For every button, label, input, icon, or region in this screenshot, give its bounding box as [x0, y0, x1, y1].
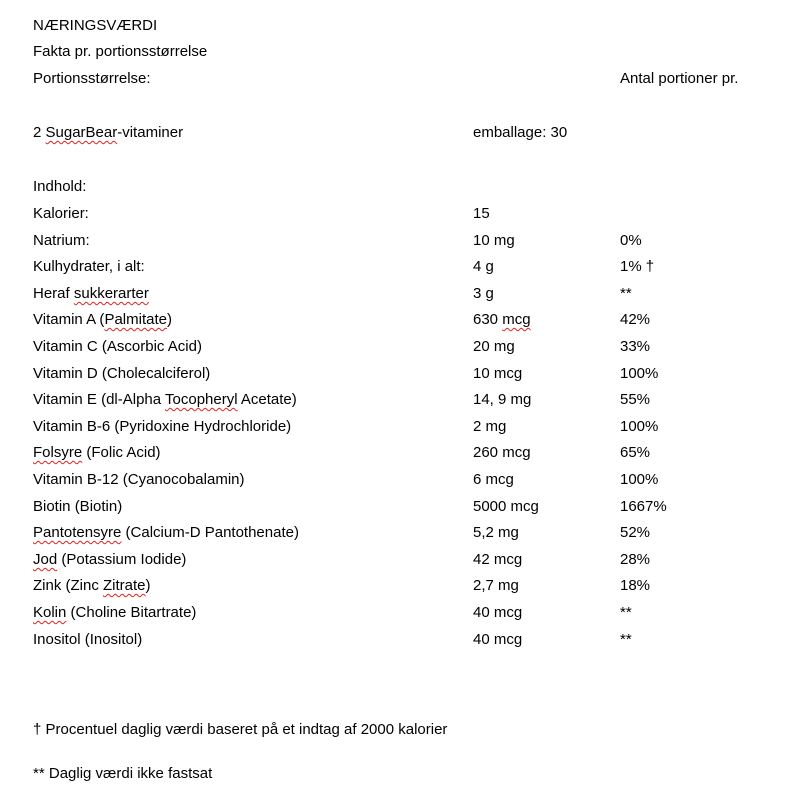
nutrient-name — [33, 258, 145, 276]
nutrient-amount — [473, 604, 522, 622]
nutrient-name — [33, 577, 151, 595]
nutrient-name-post: Vitamin B-6 (Pyridoxine Hydrochloride) — [33, 418, 292, 435]
nutrient-name-pre: Vitamin E (dl-Alpha — [33, 391, 166, 408]
amount-value: 14, 9 mg — [473, 391, 532, 408]
stars-text: Daglig værdi ikke fastsat — [48, 765, 213, 782]
brand-name: SugarBear — [45, 124, 118, 141]
daily-value — [620, 338, 650, 356]
daily-value — [620, 418, 658, 436]
daily-value-note: † — [645, 258, 655, 275]
daily-value — [620, 444, 650, 462]
nutrient-name — [33, 365, 210, 383]
nutrient-name — [33, 551, 186, 569]
nutrient-amount — [473, 471, 514, 489]
dagger-text: Procentuel daglig værdi baseret på et indtag af 2000 kalorier — [45, 721, 448, 738]
daily-value — [620, 258, 654, 276]
footnote-dagger — [33, 721, 447, 739]
nutrient-amount — [473, 498, 539, 516]
amount-value: 40 mcg — [473, 604, 523, 621]
serving-size-value — [33, 124, 183, 142]
nutrient-name — [33, 285, 149, 303]
nutrient-amount — [473, 285, 494, 303]
nutrient-name-post: ) — [145, 577, 151, 594]
nutrient-amount — [473, 577, 519, 595]
daily-value-percent: 1667% — [620, 498, 667, 515]
nutrient-amount — [473, 444, 531, 462]
nutrient-amount — [473, 418, 506, 436]
nutrient-name-post: Biotin (Biotin) — [33, 498, 123, 515]
nutrient-amount — [473, 232, 515, 250]
nutrient-name — [33, 391, 297, 409]
nutrient-name-post: (Folic Acid) — [82, 444, 161, 461]
daily-value-percent: 100% — [620, 471, 659, 488]
amount-value: 10 mcg — [473, 365, 523, 382]
nutrient-name — [33, 338, 202, 356]
daily-value-percent: 42% — [620, 311, 651, 328]
nutrient-name-post: Vitamin C (Ascorbic Acid) — [33, 338, 202, 355]
nutrient-name-sq: Pantotensyre — [33, 524, 122, 541]
footnote-stars — [33, 765, 212, 783]
nutrient-name-sq: Folsyre — [33, 444, 83, 461]
nutrient-name-pre: Zink (Zinc — [33, 577, 104, 594]
amount-value: 15 — [473, 205, 490, 222]
serving-size-label: Portionsstørrelse: — [33, 70, 151, 87]
nutrient-amount — [473, 365, 522, 383]
serving-amount: 2 — [33, 124, 42, 141]
amount-value: 42 mcg — [473, 551, 523, 568]
nutrient-name — [33, 631, 142, 649]
amount-value: 3 g — [473, 285, 494, 302]
nutrient-name-pre: Vitamin A ( — [33, 311, 105, 328]
nutrient-name-sq: Palmitate — [104, 311, 167, 328]
product-suffix: -vitaminer — [117, 124, 184, 141]
nutrient-name-post: ) — [166, 311, 172, 328]
amount-value: 260 mcg — [473, 444, 531, 461]
document-title: NÆRINGSVÆRDI — [33, 17, 158, 34]
nutrient-name-post: Vitamin B-12 (Cyanocobalamin) — [33, 471, 245, 488]
nutrient-name — [33, 418, 291, 436]
amount-value: 5000 mcg — [473, 498, 539, 515]
daily-value-percent: 28% — [620, 551, 651, 568]
daily-value-percent: 0% — [620, 232, 642, 249]
amount-unit: mcg — [502, 311, 531, 328]
nutrient-name-post: Natrium: — [33, 232, 90, 249]
nutrient-amount — [473, 258, 494, 276]
nutrient-name-sq: Tocopheryl — [165, 391, 238, 408]
daily-value — [620, 524, 650, 542]
amount-value: 6 mcg — [473, 471, 514, 488]
daily-value — [620, 311, 650, 329]
nutrient-amount — [473, 311, 531, 329]
nutrient-amount — [473, 338, 515, 356]
nutrient-name-sq: Jod — [33, 551, 58, 568]
nutrient-name — [33, 471, 245, 489]
daily-value — [620, 631, 632, 649]
nutrient-name — [33, 604, 196, 622]
daily-value-percent: 65% — [620, 444, 651, 461]
nutrient-amount — [473, 551, 522, 569]
daily-value-percent: 1% — [620, 258, 642, 275]
nutrient-name-post: Inositol (Inositol) — [33, 631, 143, 648]
daily-value — [620, 471, 658, 489]
amount-value: 5,2 mg — [473, 524, 519, 541]
nutrient-name-post: (Calcium-D Pantothenate) — [121, 524, 299, 541]
nutrient-name-post: Acetate) — [237, 391, 297, 408]
daily-value-note: ** — [620, 285, 632, 302]
amount-value: 2,7 mg — [473, 577, 519, 594]
nutrient-name — [33, 311, 172, 329]
amount-value: 20 mg — [473, 338, 515, 355]
daily-value-percent: 55% — [620, 391, 651, 408]
amount-value: 630 — [473, 311, 503, 328]
nutrient-name — [33, 498, 122, 516]
nutrient-name — [33, 205, 89, 223]
nutrient-name-sq: Kolin — [33, 604, 67, 621]
daily-value-percent: 100% — [620, 365, 659, 382]
daily-value — [620, 285, 632, 303]
nutrient-name — [33, 524, 299, 542]
servings-per-package-value: emballage: 30 — [473, 124, 568, 141]
contents-label: Indhold: — [33, 178, 87, 195]
daily-value — [620, 604, 632, 622]
daily-value-percent: 52% — [620, 524, 651, 541]
nutrient-name — [33, 444, 161, 462]
nutrient-amount — [473, 205, 490, 223]
servings-per-package-label: Antal portioner pr. — [620, 70, 739, 87]
daily-value — [620, 498, 667, 516]
daily-value — [620, 232, 642, 250]
nutrient-amount — [473, 524, 519, 542]
nutrient-name-post: (Choline Bitartrate) — [66, 604, 197, 621]
nutrient-amount — [473, 391, 531, 409]
dagger-symbol: † — [33, 721, 42, 738]
nutrient-name-post: (Potassium Iodide) — [57, 551, 187, 568]
daily-value-percent: 18% — [620, 577, 651, 594]
daily-value — [620, 551, 650, 569]
document-subtitle: Fakta pr. portionsstørrelse — [33, 43, 208, 60]
nutrient-name — [33, 232, 90, 250]
daily-value-note: ** — [620, 604, 632, 621]
amount-value: 40 mcg — [473, 631, 523, 648]
nutrient-name-post: Kulhydrater, i alt: — [33, 258, 145, 275]
nutrient-name-pre: Heraf — [33, 285, 74, 302]
daily-value-percent: 100% — [620, 418, 659, 435]
nutrient-name-sq: Zitrate — [103, 577, 146, 594]
amount-value: 4 g — [473, 258, 494, 275]
nutrient-name-post: Kalorier: — [33, 205, 89, 222]
nutrient-name-sq: sukkerarter — [73, 285, 149, 302]
nutrient-amount — [473, 631, 522, 649]
nutrient-name-post: Vitamin D (Cholecalciferol) — [33, 365, 211, 382]
daily-value — [620, 391, 650, 409]
stars-symbol: ** — [33, 765, 45, 782]
daily-value — [620, 577, 650, 595]
daily-value-percent: 33% — [620, 338, 651, 355]
amount-value: 10 mg — [473, 232, 515, 249]
daily-value — [620, 365, 658, 383]
amount-value: 2 mg — [473, 418, 507, 435]
daily-value-note: ** — [620, 631, 632, 648]
